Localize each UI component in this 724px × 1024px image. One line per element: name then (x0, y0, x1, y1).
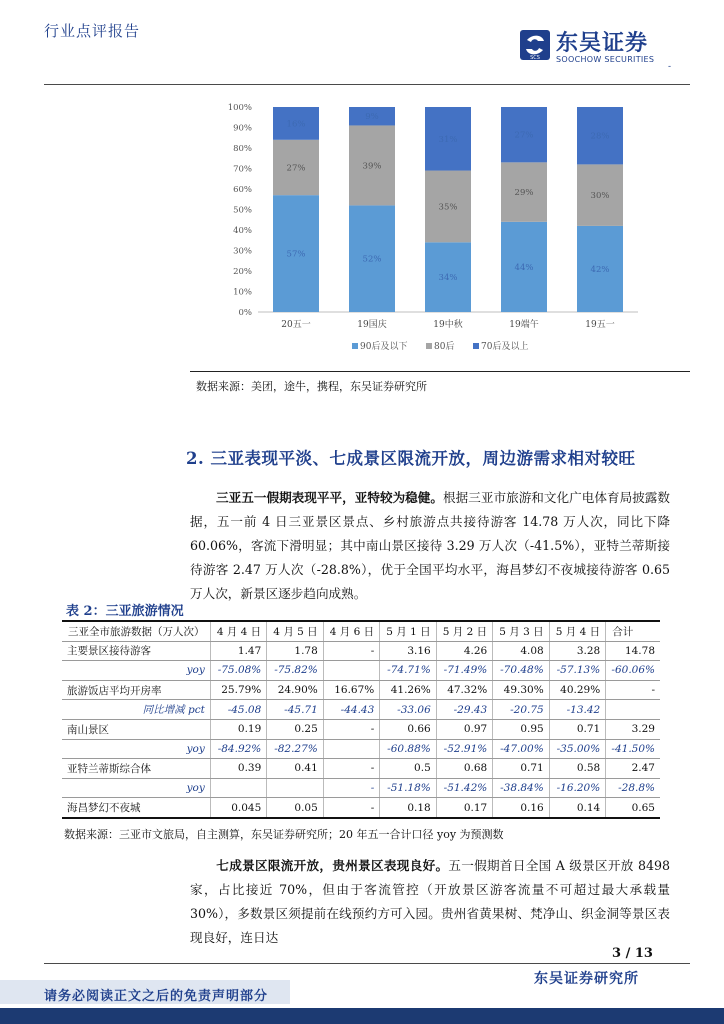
bar-data-label: 39% (362, 161, 382, 172)
table-cell: - (323, 759, 379, 779)
table-cell (210, 778, 266, 798)
table-cell: -33.06 (380, 700, 436, 720)
table-cell: 0.71 (493, 759, 549, 779)
table-cell: 0.97 (436, 719, 492, 739)
table-cell: -51.18% (380, 778, 436, 798)
table-cell (606, 700, 660, 720)
logo-cn-text: 东吴证券 (556, 31, 649, 56)
table-cell: - (323, 719, 379, 739)
table-cell (323, 661, 379, 681)
table-cell: 0.71 (549, 719, 605, 739)
table-cell: yoy (62, 661, 210, 681)
table-cell: yoy (62, 778, 210, 798)
table-cell: -57.13% (549, 661, 605, 681)
table-row (62, 641, 660, 661)
y-tick-label: 40% (233, 226, 252, 236)
bar-data-label: 28% (590, 131, 610, 142)
table-cell: 3.29 (606, 719, 660, 739)
table-cell: -71.49% (436, 661, 492, 681)
bar-data-label: 57% (286, 249, 306, 260)
table-cell: yoy (62, 739, 210, 759)
bar-data-label: 27% (514, 130, 534, 141)
table-header-cell: 4 月 5 日 (267, 621, 323, 641)
table-cell: -52.91% (436, 739, 492, 759)
footer-rule (44, 963, 690, 964)
table-header-cell: 4 月 6 日 (323, 621, 379, 641)
y-tick-label: 80% (233, 144, 252, 154)
table-cell: 1.47 (210, 641, 266, 661)
table-cell: -47.00% (493, 739, 549, 759)
table-cell: -45.08 (210, 700, 266, 720)
y-tick-label: 70% (233, 164, 252, 175)
table-row (62, 719, 660, 739)
table-cell: 2.47 (606, 759, 660, 779)
table-row (62, 759, 660, 779)
bar-data-label: 52% (362, 254, 382, 265)
table-header-cell: 4 月 4 日 (210, 621, 266, 641)
y-tick-label: 90% (233, 123, 252, 134)
paragraph-lead: 七成景区限流开放，贵州景区表现良好。 (216, 858, 449, 873)
table-header-row (62, 621, 660, 641)
table-cell: 3.28 (549, 641, 605, 661)
table-title: 表 2：三亚旅游情况 (66, 604, 184, 619)
company-logo (520, 28, 670, 68)
table-cell: 0.41 (267, 759, 323, 779)
table-cell: -84.92% (210, 739, 266, 759)
bar-data-label: 27% (286, 163, 306, 174)
legend-swatch (473, 343, 479, 349)
table-cell: 4.08 (493, 641, 549, 661)
y-tick-label: 10% (233, 287, 252, 298)
disclaimer-text: 请务必阅读正文之后的免责声明部分 (44, 989, 269, 1004)
footer-org: 东吴证券研究所 (534, 971, 639, 987)
table-cell: -70.48% (493, 661, 549, 681)
chart-source: 数据来源：美团，途牛，携程，东吴证券研究所 (196, 380, 427, 393)
paragraph-body: 五一假期首日全国 A 级景区开放 8498 家，占比接近 70%，但由于客流管控（开放景区游客流量不可超过最大承载量 30%），多数景区须提前在线预约方可入园。贵州省黄果树、梵净山、织金洞等景区表现良好，连日达 (190, 858, 671, 945)
table-cell: 40.29% (549, 680, 605, 700)
table-cell: -28.8% (606, 778, 660, 798)
table-cell: 0.045 (210, 798, 266, 818)
table-cell: 0.17 (436, 798, 492, 818)
table-cell: 0.14 (549, 798, 605, 818)
table-cell: 1.78 (267, 641, 323, 661)
table-cell: 14.78 (606, 641, 660, 661)
table-cell: 0.66 (380, 719, 436, 739)
table-cell: 主要景区接待游客 (62, 641, 210, 661)
table-cell: -75.08% (210, 661, 266, 681)
table-cell: -75.82% (267, 661, 323, 681)
bar-data-label: 9% (365, 112, 379, 123)
table-cell: -60.06% (606, 661, 660, 681)
table-header-cell: 合计 (606, 621, 660, 641)
bar-data-label: 29% (514, 188, 534, 199)
table-source: 数据来源：三亚市文旅局，自主测算，东吴证券研究所；20 年五一合计口径 yoy 为预测数 (64, 828, 504, 841)
table-header-cell: 三亚全市旅游数据（万人次） (62, 621, 210, 641)
y-tick-label: 50% (233, 205, 252, 216)
table-cell: - (323, 798, 379, 818)
table-header-cell: 5 月 4 日 (549, 621, 605, 641)
x-tick-label: 19五一 (585, 320, 615, 330)
sanya-tourism-table (62, 620, 660, 819)
table-yoy-row (62, 700, 660, 720)
table-yoy-row (62, 778, 660, 798)
table-cell: 0.65 (606, 798, 660, 818)
x-tick-label: 19中秋 (433, 320, 463, 330)
table-header-cell: 5 月 3 日 (493, 621, 549, 641)
legend-label: 90后及以下 (360, 342, 408, 352)
report-type-label: 行业点评报告 (44, 22, 141, 40)
logo-abbr: SCS (530, 55, 540, 60)
table-cell: -20.75 (493, 700, 549, 720)
table-cell: - (606, 680, 660, 700)
table-cell: - (323, 778, 379, 798)
table-cell: -44.43 (323, 700, 379, 720)
table-cell: 41.26% (380, 680, 436, 700)
bar-data-label: 44% (514, 262, 534, 273)
table-cell: 旅游饭店平均开房率 (62, 680, 210, 700)
x-tick-label: 20五一 (281, 320, 311, 330)
table-cell (267, 778, 323, 798)
bar-data-label: 30% (590, 191, 610, 202)
bar-data-label: 16% (286, 119, 306, 130)
table-row (62, 680, 660, 700)
table-cell: -45.71 (267, 700, 323, 720)
table-cell: -38.84% (493, 778, 549, 798)
x-tick-label: 19端午 (509, 320, 539, 330)
table-cell: - (323, 641, 379, 661)
table-cell: -35.00% (549, 739, 605, 759)
age-distribution-chart (190, 92, 690, 364)
table-cell: 0.05 (267, 798, 323, 818)
table-yoy-row (62, 661, 660, 681)
table-cell: 16.67% (323, 680, 379, 700)
table-cell: -16.20% (549, 778, 605, 798)
table-cell: -41.50% (606, 739, 660, 759)
table-row (62, 798, 660, 818)
table-cell: 4.26 (436, 641, 492, 661)
bar-data-label: 31% (438, 134, 458, 145)
table-cell: -74.71% (380, 661, 436, 681)
table-cell: -51.42% (436, 778, 492, 798)
paragraph-scenic-areas (190, 854, 670, 950)
y-tick-label: 20% (233, 267, 252, 277)
bar-data-label: 34% (438, 273, 458, 284)
table-cell: 25.79% (210, 680, 266, 700)
table-cell: 亚特兰蒂斯综合体 (62, 759, 210, 779)
y-tick-label: 100% (227, 103, 252, 113)
y-tick-label: 30% (233, 246, 252, 257)
table-cell: 0.95 (493, 719, 549, 739)
header-rule (44, 84, 690, 85)
table-cell: 0.25 (267, 719, 323, 739)
legend-label: 80后 (434, 342, 455, 352)
y-tick-label: 0% (238, 308, 252, 318)
bar-data-label: 35% (438, 202, 458, 213)
table-cell: 海昌梦幻不夜城 (62, 798, 210, 818)
table-cell: 0.16 (493, 798, 549, 818)
table-cell: -60.88% (380, 739, 436, 759)
table-cell: 24.90% (267, 680, 323, 700)
table-cell: 49.30% (493, 680, 549, 700)
y-tick-label: 60% (233, 185, 252, 195)
legend-swatch (426, 343, 432, 349)
table-cell: 0.39 (210, 759, 266, 779)
table-yoy-row (62, 739, 660, 759)
table-cell: -29.43 (436, 700, 492, 720)
table-cell (323, 739, 379, 759)
chart-bottom-rule (190, 371, 690, 372)
paragraph-lead: 三亚五一假期表现平平，亚特较为稳健。 (216, 490, 444, 505)
table-header-cell: 5 月 1 日 (380, 621, 436, 641)
table-cell: 0.58 (549, 759, 605, 779)
table-cell: 0.5 (380, 759, 436, 779)
legend-swatch (352, 343, 358, 349)
paragraph-body: 根据三亚市旅游和文化广电体育局披露数据，五一前 4 日三亚景区景点、乡村旅游点共接待游客 14.78 万人次，同比下降 60.06%，客流下滑明显；其中南山景区接待 3.29 万人次（-41.5%），亚特兰蒂斯接待游客 2.47 万人次（-28.8%），优于全国平均水平，海昌梦幻不夜城接待游客 0.65 万人次，新景区逐步趋向成熟。 (190, 490, 671, 601)
section-heading: 2. 三亚表现平淡、七成景区限流开放，周边游需求相对较旺 (186, 449, 636, 468)
table-cell: 0.19 (210, 719, 266, 739)
header-dash: - (668, 62, 672, 72)
logo-en-text: SOOCHOW SECURITIES (556, 55, 655, 64)
table-cell: 南山景区 (62, 719, 210, 739)
page-number: 3 / 13 (612, 946, 653, 961)
legend-label: 70后及以上 (481, 342, 529, 352)
table-cell: -13.42 (549, 700, 605, 720)
table-cell: 同比增减 pct (62, 700, 210, 720)
table-cell: 3.16 (380, 641, 436, 661)
x-tick-label: 19国庆 (357, 320, 387, 330)
table-cell: 0.18 (380, 798, 436, 818)
logo-mark-icon (520, 30, 550, 60)
table-header-cell: 5 月 2 日 (436, 621, 492, 641)
table-cell: 0.68 (436, 759, 492, 779)
bar-data-label: 42% (590, 264, 610, 275)
bottom-band (0, 1008, 724, 1024)
paragraph-sanya (190, 486, 670, 606)
table-cell: -82.27% (267, 739, 323, 759)
table-cell: 47.32% (436, 680, 492, 700)
